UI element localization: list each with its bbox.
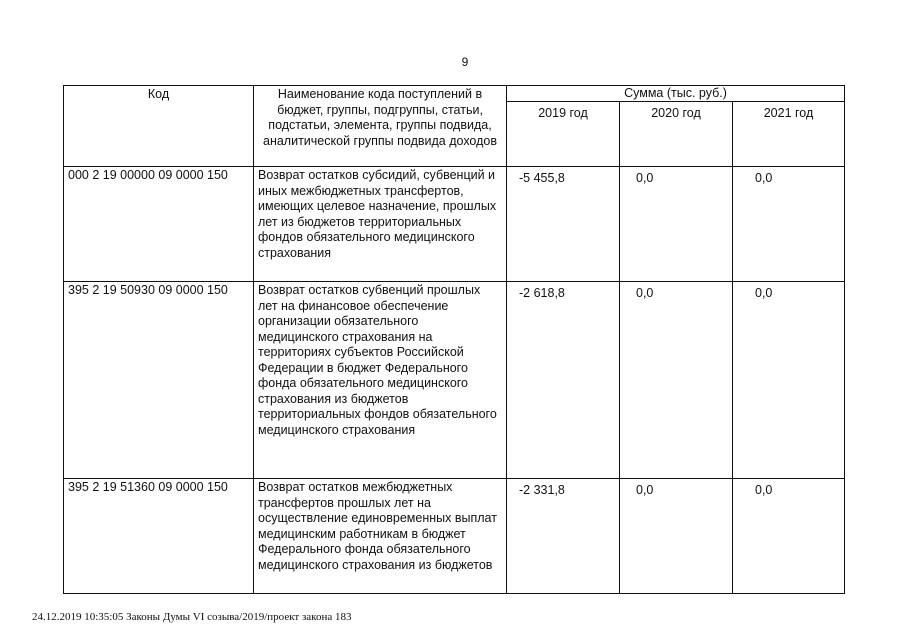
row-code: 395 2 19 51360 09 0000 150 — [64, 479, 254, 594]
header-year-2021: 2021 год — [733, 102, 845, 167]
row-value-2020: 0,0 — [620, 167, 733, 282]
row-value-2019: -2 618,8 — [507, 282, 620, 479]
row-name: Возврат остатков субвенций прошлых лет на финансовое обеспечение организации обязательного медицинского страхования на территориях субъектов Российской Федерации в бюджет Федерального фонда обязательного медицинского страхования из бюджетов территориальных фондов обязательного медицинского страхования — [254, 282, 507, 479]
header-name: Наименование кода поступлений в бюджет, группы, подгруппы, статьи, подстатьи, элемента, группы подвида, аналитической группы подвида доходов — [254, 86, 507, 167]
row-name: Возврат остатков субсидий, субвенций и иных межбюджетных трансфертов, имеющих целевое назначение, прошлых лет из бюджетов территориальных фондов обязательного медицинского страхования — [254, 167, 507, 282]
page-number: 9 — [461, 55, 469, 69]
row-value-2020: 0,0 — [620, 282, 733, 479]
table-row — [64, 167, 845, 282]
header-row — [64, 86, 845, 102]
row-code: 000 2 19 00000 09 0000 150 — [64, 167, 254, 282]
document-footer: 24.12.2019 10:35:05 Законы Думы VI созыва/2019/проект закона 183 — [32, 611, 352, 623]
row-value-2021: 0,0 — [733, 282, 845, 479]
table-row — [64, 282, 845, 479]
header-year-2020: 2020 год — [620, 102, 733, 167]
row-value-2019: -5 455,8 — [507, 167, 620, 282]
row-value-2019: -2 331,8 — [507, 479, 620, 594]
row-code: 395 2 19 50930 09 0000 150 — [64, 282, 254, 479]
row-value-2021: 0,0 — [733, 167, 845, 282]
row-value-2021: 0,0 — [733, 479, 845, 594]
budget-table — [63, 85, 845, 594]
row-name: Возврат остатков межбюджетных трансфертов прошлых лет на осуществление единовременных выплат медицинским работникам в бюджет Федерального фонда обязательного медицинского страхования из бюджетов — [254, 479, 507, 594]
header-sum: Сумма (тыс. руб.) — [507, 86, 845, 102]
row-value-2020: 0,0 — [620, 479, 733, 594]
header-code: Код — [64, 86, 254, 167]
header-year-2019: 2019 год — [507, 102, 620, 167]
table-row — [64, 479, 845, 594]
